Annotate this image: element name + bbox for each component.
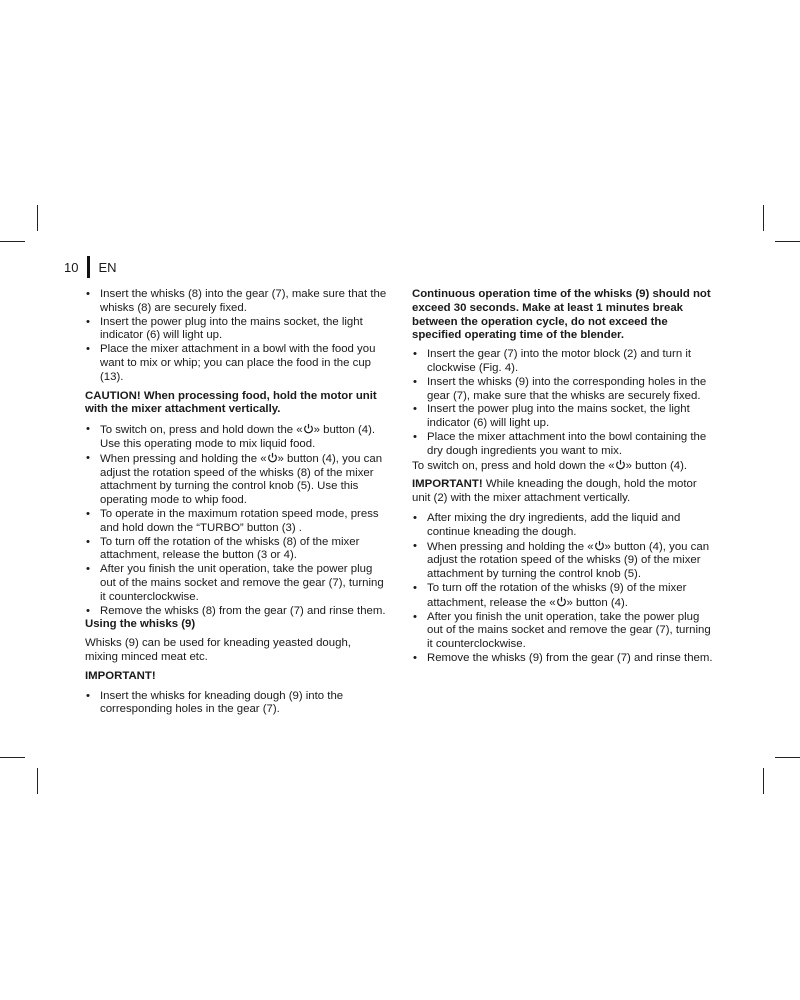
operation-list (85, 423, 387, 618)
list-item: • To turn off the rotation of the whisks (8) of the mixer attachment, release the button (3 or 4). (85, 536, 387, 564)
paragraph: To switch on, press and hold down the « » button (4). (412, 459, 688, 472)
crop-mark (763, 768, 764, 794)
page-number: 10 (64, 259, 79, 275)
header-divider (87, 256, 90, 278)
list-item: • After you finish the unit operation, take the power plug out of the mains socket and remove the gear (7), turning it counterclockwise. (85, 563, 387, 604)
assembly-list (85, 288, 387, 385)
crop-mark (775, 241, 800, 242)
whisk-list (85, 690, 387, 718)
list-item: • Insert the whisks (8) into the gear (7), make sure that the whisks (8) are securely fixed. (85, 288, 387, 316)
list-item: • To turn off the rotation of the whisks (9) of the mixer attachment, release the « » button (4). (412, 582, 714, 611)
list-item: • To switch on, press and hold down the « » button (4). Use this operating mode to mix liquid food. (85, 423, 387, 452)
list-item: • Insert the gear (7) into the motor block (2) and turn it clockwise (Fig. 4). (412, 348, 714, 376)
crop-mark (37, 205, 38, 231)
power-icon (556, 596, 567, 607)
list-item: • To operate in the maximum rotation speed mode, press and hold down the “TURBO” button (3) . (85, 508, 387, 536)
power-icon (615, 459, 626, 470)
list-item: • Remove the whisks (9) from the gear (7) and rinse them. (412, 652, 714, 666)
list-item: • After mixing the dry ingredients, add the liquid and continue kneading the dough. (412, 512, 714, 540)
list-item: • Insert the power plug into the mains socket, the light indicator (6) will light up. (85, 316, 387, 344)
language-label: EN (98, 259, 117, 275)
list-item: • When pressing and holding the « » button (4), you can adjust the rotation speed of the whisks (8) of the mixer attachment by turning the control knob (5). Use this operating mode to whip food. (85, 452, 387, 508)
list-item: • Place the mixer attachment in a bowl with the food you want to mix or whip; you can place the food in the cup (13). (85, 343, 387, 384)
list-item: • When pressing and holding the « » button (4), you can adjust the rotation speed of the whisks (9) of the mixer attachment by turning the control knob (5). (412, 540, 714, 582)
list-item: • Remove the whisks (8) from the gear (7) and rinse them. (85, 605, 387, 619)
crop-mark (763, 205, 764, 231)
kneading-list (412, 512, 714, 666)
power-icon (267, 452, 278, 463)
list-item: • Place the mixer attachment into the bowl containing the dry dough ingredients you want to mix. (412, 431, 714, 459)
caution-note: CAUTION! When processing food, hold the motor unit with the mixer attachment vertically. (85, 389, 377, 416)
warning-note: Continuous operation time of the whisks (9) should not exceed 30 seconds. Make at least 1 minutes break between the operation cycle, do not exceed the specified operating time of the blender. (412, 288, 711, 342)
section-heading: Using the whisks (9) (85, 618, 196, 631)
important-note: IMPORTANT! While kneading the dough, hold the motor unit (2) with the mixer attachment vertically. (412, 478, 697, 505)
power-icon (594, 540, 605, 551)
kneading-setup-list (412, 348, 714, 458)
crop-mark (37, 768, 38, 794)
crop-mark (775, 757, 800, 758)
list-item: • Insert the whisks (9) into the corresponding holes in the gear (7), make sure that the whisks are securely fixed. (412, 376, 714, 404)
crop-mark (0, 241, 25, 242)
crop-mark (0, 757, 25, 758)
right-column (412, 288, 714, 666)
left-column (85, 288, 387, 717)
page-header (64, 256, 117, 278)
list-item: • Insert the power plug into the mains socket, the light indicator (6) will light up. (412, 403, 714, 431)
important-label: IMPORTANT! (85, 669, 156, 682)
paragraph: Whisks (9) can be used for kneading yeasted dough, mixing minced meat etc. (85, 637, 351, 663)
list-item: • After you finish the unit operation, take the power plug out of the mains socket and remove the gear (7), turning it counterclockwise. (412, 611, 714, 652)
list-item: • Insert the whisks for kneading dough (9) into the corresponding holes in the gear (7). (85, 690, 387, 718)
power-icon (303, 423, 314, 434)
